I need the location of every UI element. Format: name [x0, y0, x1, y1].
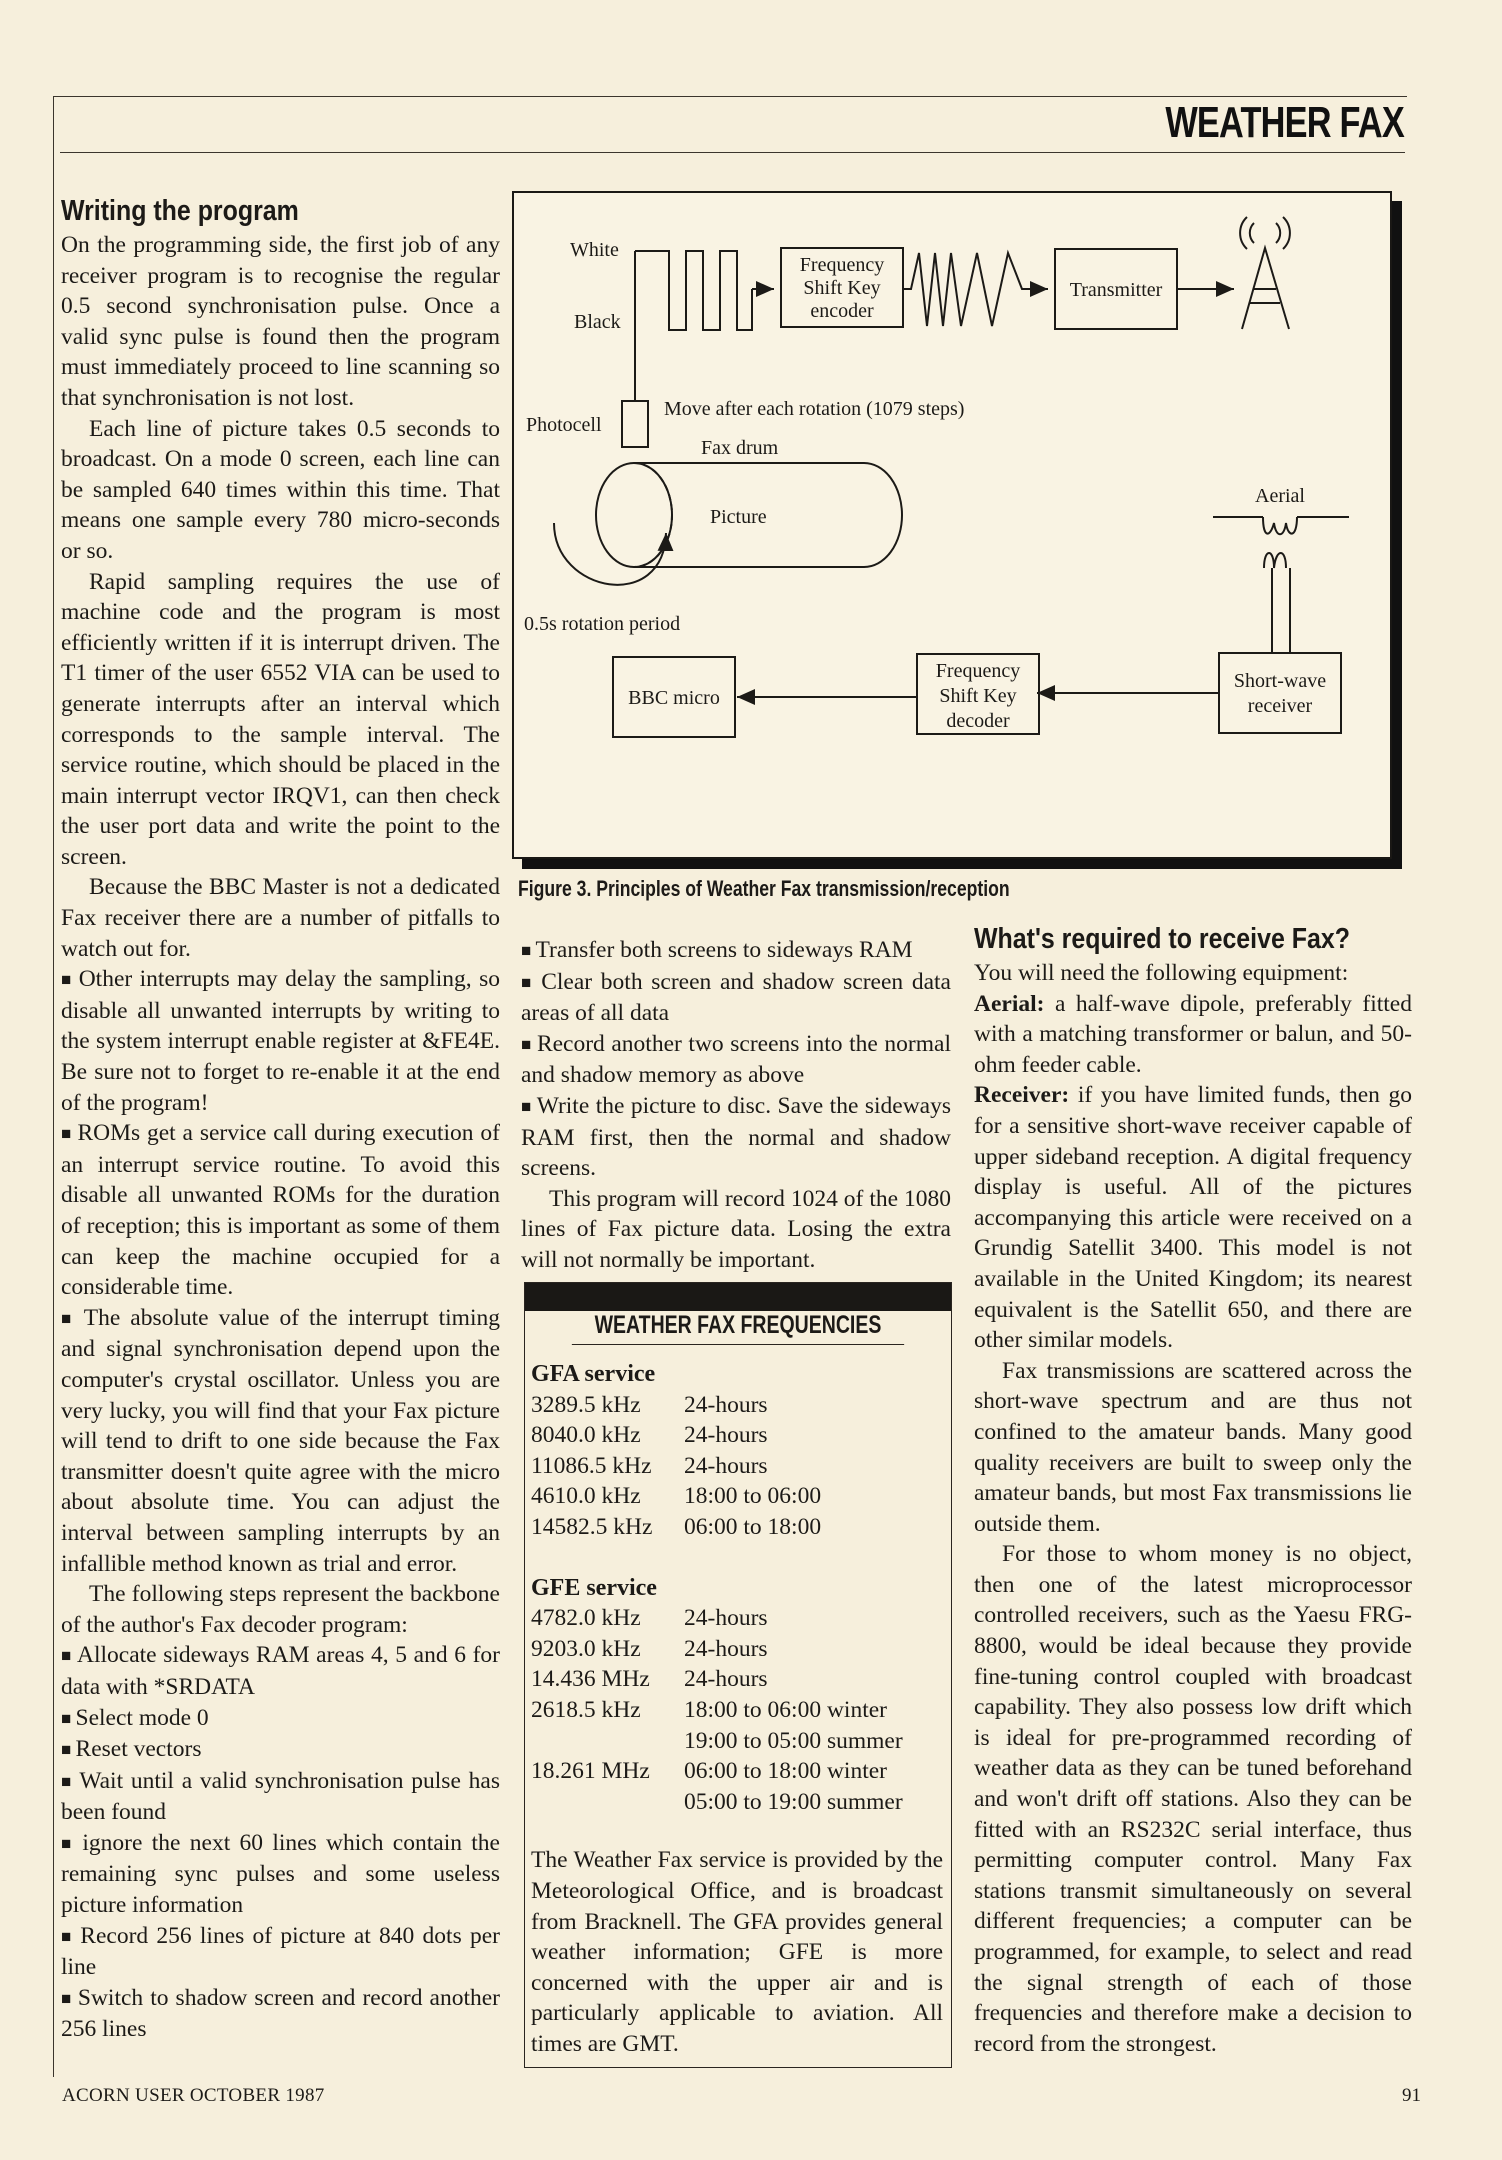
freq-time: 06:00 to 18:00 — [684, 1513, 822, 1540]
freq-time: 24-hours — [684, 1666, 768, 1693]
label-rotation: 0.5s rotation period — [524, 613, 681, 635]
freq-row — [531, 1420, 943, 1451]
label-fax-drum: Fax drum — [701, 437, 779, 459]
receiver-label: Receiver: — [974, 1082, 1070, 1109]
freq-row — [531, 1726, 943, 1757]
step-item: ■ ignore the next 60 lines which contain the remaining sync pulses and some useless picture information — [61, 1828, 500, 1921]
shortwave-receiver-box — [1219, 653, 1341, 733]
paragraph: For those to whom money is no object, then one of the latest microprocessor controlled receivers, such as the Yaesu FRG-8800, would be ideal because they provide fine-tuning control coupled with broadcast capability. They also possess low drift which is ideal for pre-programmed recording of weather data as they can be tuned beforehand and won't drift off stations. Also they can be fitted with an RS232C serial interface, thus permitting computer control. Many Fax stations transmit simultaneously on several different frequencies; a computer can be programmed, for example, to select and read the signal strength of each of those frequencies and therefore make a decision to record from the strongest. — [974, 1541, 1412, 2057]
freq-value: 4610.0 kHz — [531, 1483, 641, 1510]
paragraph: Because the BBC Master is not a dedicated Fax receiver there are a number of pitfalls to watch out for. — [61, 874, 500, 962]
paragraph: On the programming side, the first job of any receiver program is to recognise the regular 0.5 second synchronisation pulse. Once a valid sync pulse is found then the program must immediately proceed to line scanning so that synchronisation is not lost. — [61, 232, 500, 411]
label-fsk-decoder: decoder — [946, 710, 1010, 732]
label-white: White — [570, 239, 619, 261]
paragraph: The following steps represent the backbone of the author's Fax decoder program: — [61, 1581, 500, 1638]
freq-row — [531, 1695, 943, 1726]
freq-value: 9203.0 kHz — [531, 1635, 641, 1662]
heading-writing-the-program: Writing the program — [61, 195, 299, 227]
freq-row — [531, 1603, 943, 1634]
paragraph-aerial — [974, 989, 1412, 1081]
freq-table-body — [531, 1359, 943, 2059]
freq-value: 4782.0 kHz — [531, 1605, 641, 1632]
freq-row — [531, 1512, 943, 1543]
label-bbc-micro: BBC micro — [628, 687, 720, 709]
paragraph: This program will record 1024 of the 1080 lines of Fax picture data. Losing the extra will not normally be important. — [521, 1185, 951, 1273]
freq-row — [531, 1390, 943, 1421]
freq-time: 06:00 to 18:00 winter — [684, 1758, 887, 1785]
step-item: ■ Record another two screens into the normal and shadow memory as above — [521, 1029, 951, 1091]
freq-row — [531, 1634, 943, 1665]
paragraph-receiver — [974, 1080, 1412, 1355]
figure-caption: Figure 3. Principles of Weather Fax transmission/reception — [518, 876, 1010, 901]
step-item: ■ Write the picture to disc. Save the sideways RAM first, then the normal and shadow screens. — [521, 1091, 951, 1184]
page-number: 91 — [1402, 2085, 1421, 2106]
freq-value — [531, 1787, 684, 1818]
heading-whats-required: What's required to receive Fax? — [974, 923, 1350, 955]
step-item: ■ Switch to shadow screen and record another 256 lines — [61, 1983, 500, 2045]
column-1 — [61, 194, 500, 2045]
freq-value: 11086.5 kHz — [531, 1452, 652, 1479]
label-picture: Picture — [710, 506, 767, 528]
paragraph: Fax transmissions are scattered across the short-wave spectrum and are thus not confined to the amateur bands. Many good quality receivers are built to sweep only the amateur bands, but most Fax transmissions lie outside them. — [974, 1357, 1412, 1537]
photocell-box — [622, 401, 648, 447]
bullet-item: ■ Other interrupts may delay the sampling, so disable all unwanted interrupts by writing to the system interrupt enable register at &FE4E. Be sure not to forget to re-enable it at the end of the program! — [61, 964, 500, 1118]
label-shortwave-receiver: Short-wave — [1233, 670, 1327, 692]
step-item: ■ Reset vectors — [61, 1734, 500, 1766]
freq-value: 14582.5 kHz — [531, 1513, 653, 1540]
paragraph: Rapid sampling requires the use of machine code and the program is most efficiently written if it is interrupt driven. The T1 timer of the user 6552 VIA can be used to generate interrupts after an interval which corresponds to the sample interval. The service routine, which should be placed in the main interrupt vector IRQV1, can then check the user port data and write the point to the screen. — [61, 568, 500, 870]
freq-box-bar — [525, 1283, 951, 1311]
freq-time: 18:00 to 06:00 winter — [684, 1696, 887, 1723]
paragraph: Each line of picture takes 0.5 seconds to broadcast. On a mode 0 screen, each line can be sampled 640 times within this time. That means one sample every 780 micro-seconds or so. — [61, 415, 500, 564]
freq-row — [531, 1756, 943, 1787]
freq-time: 24-hours — [684, 1605, 768, 1632]
freq-value: 14.436 MHz — [531, 1666, 650, 1693]
step-item: ■ Allocate sideways RAM areas 4, 5 and 6 for data with *SRDATA — [61, 1640, 500, 1702]
freq-time: 24-hours — [684, 1422, 768, 1449]
gfa-service-heading: GFA service — [531, 1361, 656, 1387]
step-item: ■ Transfer both screens to sideways RAM — [521, 935, 951, 967]
label-shortwave-receiver: receiver — [1247, 695, 1313, 717]
freq-row — [531, 1664, 943, 1695]
frequency-table-box — [524, 1282, 952, 2068]
column-3 — [974, 922, 1412, 2059]
freq-value: 2618.5 kHz — [531, 1696, 641, 1723]
fsk-wave-signal — [903, 253, 1048, 326]
label-fsk-encoder: encoder — [810, 300, 874, 322]
freq-value: 3289.5 kHz — [531, 1391, 641, 1418]
antenna-mast-icon — [1242, 248, 1289, 329]
section-title: WEATHER FAX — [1165, 98, 1404, 147]
label-fsk-encoder: Frequency — [799, 254, 885, 276]
label-fsk-encoder: Shift Key — [803, 277, 881, 299]
fax-drum-icon — [634, 463, 902, 567]
square-wave-signal — [635, 251, 752, 330]
label-black: Black — [574, 311, 621, 333]
column-2 — [521, 935, 951, 1276]
freq-time: 05:00 to 19:00 summer — [684, 1788, 903, 1815]
freq-row — [531, 1787, 943, 1818]
freq-value — [531, 1726, 684, 1757]
aerial-dipole-icon — [1213, 517, 1349, 534]
paragraph: You will need the following equipment: — [974, 960, 1349, 986]
freq-value: 8040.0 kHz — [531, 1422, 641, 1449]
label-aerial: Aerial — [1255, 485, 1305, 507]
freq-table-note: The Weather Fax service is provided by the Meteorological Office, and is broadcast from Bracknell. The GFA provides general weather information; GFE is more concerned with the upper air and is particularly applicable to aviation. All times are GMT. — [531, 1847, 943, 2057]
freq-time: 24-hours — [684, 1635, 768, 1662]
bullet-item: ■ The absolute value of the interrupt timing and signal synchronisation depend upon the computer's crystal oscillator. Unless you are very lucky, you will find that your Fax picture will tend to drift to one side because the Fax transmitter doesn't quite agree with the micro about absolute time. You can adjust the interval between sampling interrupts by an infallible method known as trial and error. — [61, 1303, 500, 1579]
step-item: ■ Wait until a valid synchronisation pulse has been found — [61, 1766, 500, 1828]
label-fsk-decoder: Shift Key — [939, 685, 1017, 707]
receiver-text: if you have limited funds, then go for a sensitive short-wave receiver capable of upper sideband reception. A digital frequency display is useful. All of the pictures accompanying this article were received on a Grundig Satellit 3400. This model is not available in the United Kingdom; its nearest equivalent is the Satellit 650, and there are other similar models. — [974, 1082, 1412, 1354]
label-transmitter: Transmitter — [1069, 279, 1163, 301]
footer-publication: ACORN USER OCTOBER 1987 — [62, 2085, 325, 2106]
step-item: ■ Record 256 lines of picture at 840 dots per line — [61, 1921, 500, 1983]
step-item: ■ Select mode 0 — [61, 1703, 500, 1735]
freq-time: 24-hours — [684, 1391, 768, 1418]
freq-time: 24-hours — [684, 1452, 768, 1479]
aerial-label: Aerial: — [974, 990, 1045, 1017]
freq-time: 18:00 to 06:00 — [684, 1483, 822, 1510]
gfe-service-heading: GFE service — [531, 1574, 657, 1601]
title-rule — [60, 152, 1405, 153]
step-item: ■ Clear both screen and shadow screen data areas of all data — [521, 967, 951, 1029]
aerial-text: a half-wave dipole, preferably fitted with a matching transformer or balun, and 50-ohm feeder cable. — [974, 990, 1412, 1078]
freq-value: 18.261 MHz — [531, 1758, 650, 1785]
freq-time: 19:00 to 05:00 summer — [684, 1727, 903, 1754]
freq-table-title: WEATHER FAX FREQUENCIES — [572, 1311, 904, 1345]
label-photocell: Photocell — [526, 414, 602, 436]
label-move-note: Move after each rotation (1079 steps) — [664, 398, 965, 420]
figure-3-diagram — [512, 191, 1392, 859]
label-fsk-decoder: Frequency — [935, 660, 1021, 682]
freq-row — [531, 1451, 943, 1482]
bullet-item: ■ ROMs get a service call during execution of an interrupt service routine. To avoid this disable all unwanted ROMs for the duration of reception; this is important as some of them can keep the machine occupied for a considerable time. — [61, 1118, 500, 1303]
freq-row — [531, 1481, 943, 1512]
